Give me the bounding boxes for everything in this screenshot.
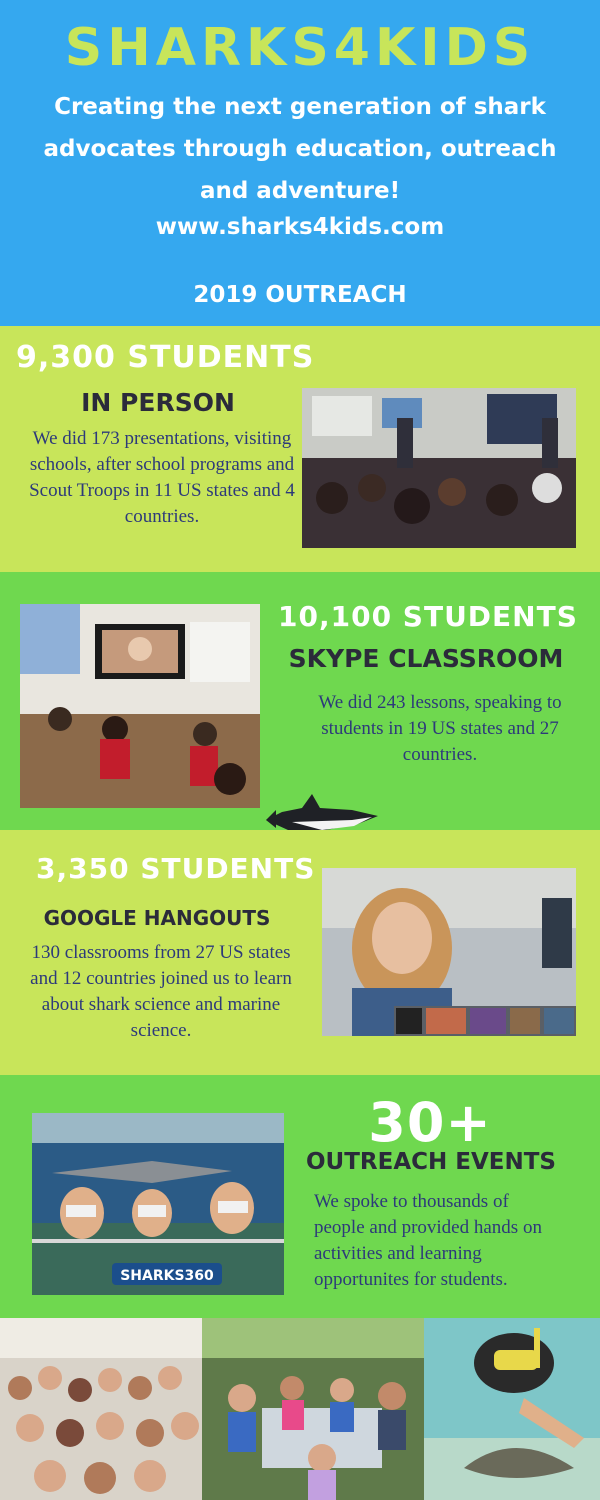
kids-activity-photo [202, 1318, 424, 1500]
header-section [0, 0, 600, 326]
in-person-description: We did 173 presentations, visiting schools, after school programs and Scout Troops in 11 US states and 4 countries. [29, 428, 295, 527]
sharks360-banner-text: SHARKS360 [120, 1268, 214, 1284]
skype-count: 10,100 STUDENTS [278, 600, 578, 633]
skype-classroom-photo [20, 604, 260, 808]
skype-description: We did 243 lessons, speaking to students in 19 US states and 27 countries. [318, 692, 562, 765]
events-section [0, 1075, 600, 1318]
skype-title: SKYPE CLASSROOM [288, 644, 564, 673]
website-link[interactable]: www.sharks4kids.com [155, 214, 445, 240]
snorkeler-stingray-photo [424, 1318, 600, 1500]
video-call-photo [322, 868, 576, 1036]
photo-strip [0, 1318, 600, 1500]
tagline: Creating the next generation of shark advocates through education, outreach and adventure! [43, 94, 557, 204]
in-person-section [0, 326, 600, 572]
events-description: We spoke to thousands of people and provided hands on activities and learning opportunites for students. [314, 1191, 542, 1290]
classroom-presentation-photo [302, 388, 576, 548]
events-title: OUTREACH EVENTS [306, 1149, 557, 1175]
hangouts-section [0, 830, 600, 1075]
sharks360-vr-photo [32, 1113, 284, 1295]
hangouts-title: GOOGLE HANGOUTS [43, 906, 271, 930]
year-label: 2019 OUTREACH [193, 282, 407, 308]
in-person-title: IN PERSON [81, 388, 235, 417]
in-person-count: 9,300 STUDENTS [16, 340, 315, 375]
students-group-photo [0, 1318, 202, 1500]
events-count: 30+ [368, 1091, 492, 1154]
brand-title: SHARKS4KIDS [64, 18, 536, 78]
hangouts-description: 130 classrooms from 27 US states and 12 countries joined us to learn about shark science and marine science. [30, 942, 292, 1041]
hangouts-count: 3,350 STUDENTS [36, 852, 316, 885]
